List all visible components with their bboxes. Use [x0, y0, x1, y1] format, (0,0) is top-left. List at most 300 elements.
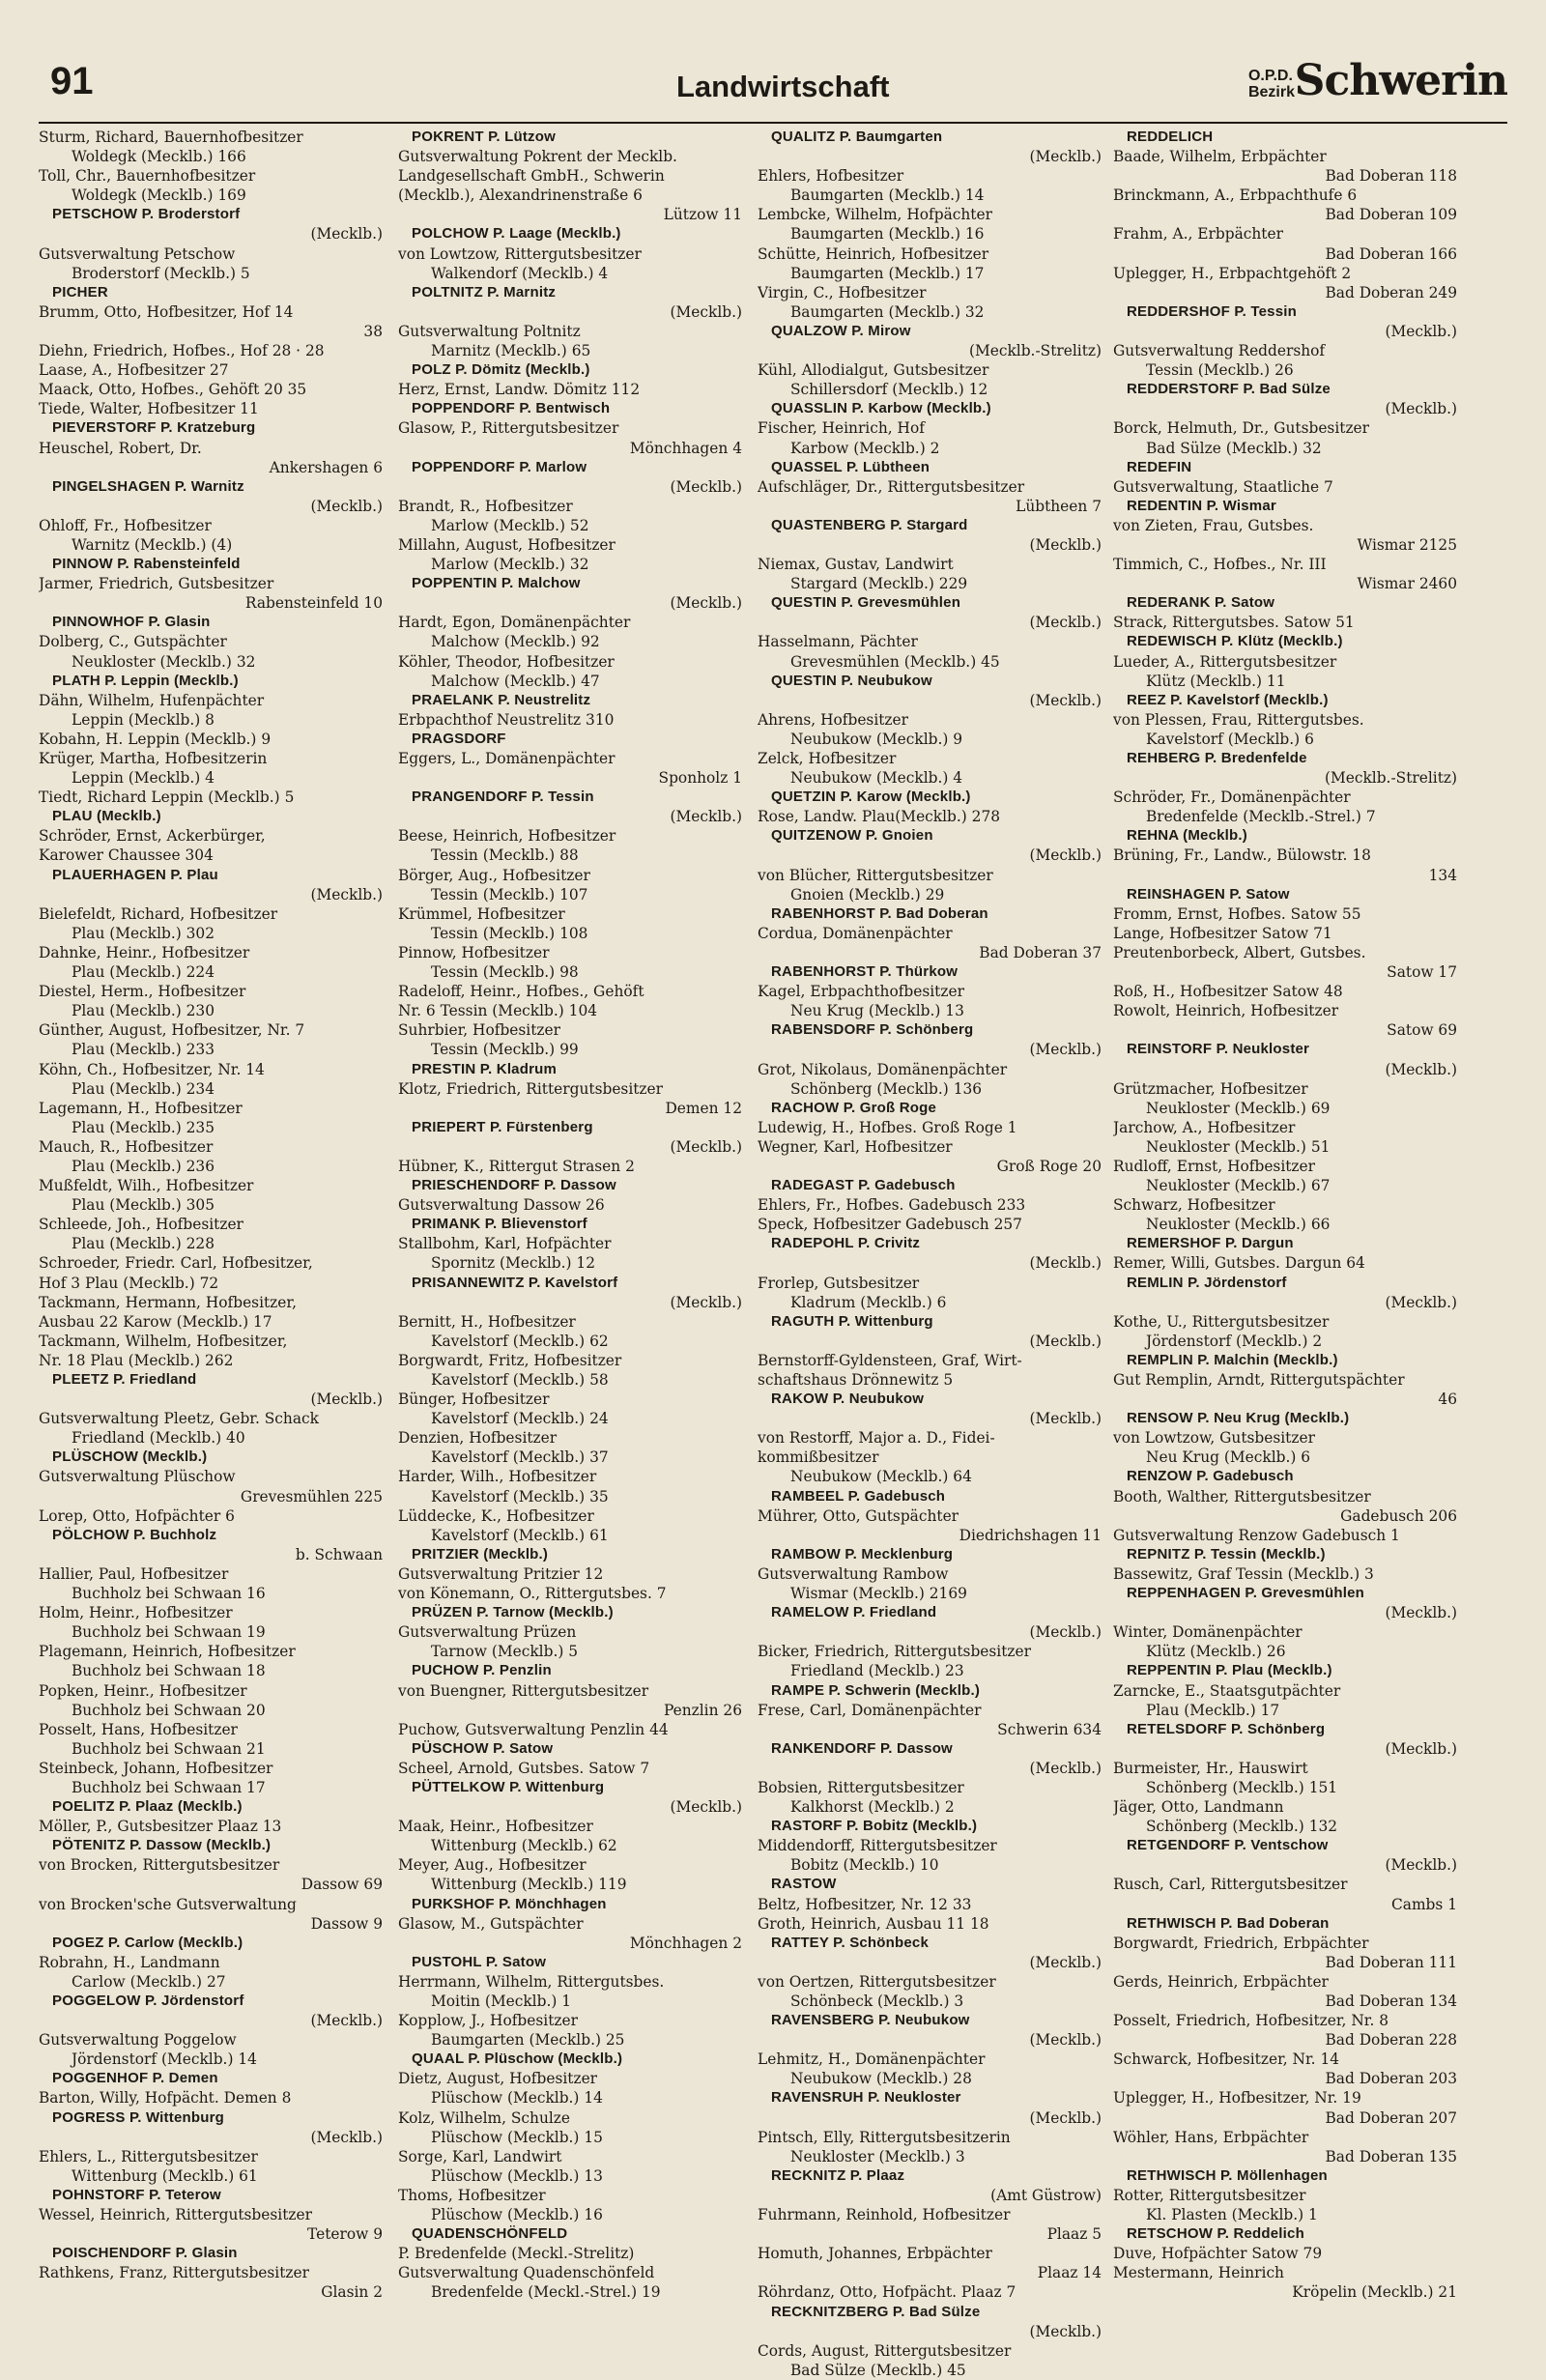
entry-line: Pintsch, Elly, Rittergutsbesitzerin: [758, 2128, 1011, 2146]
entry-line: Gutsverwaltung Renzow Gadebusch 1: [1113, 1526, 1400, 1544]
place-heading: PLAU (Mecklb.): [52, 808, 161, 825]
entry-line: b. Schwaan: [295, 1545, 383, 1563]
entry-line: Plau (Mecklb.) 234: [72, 1079, 215, 1098]
place-heading: QUALITZ P. Baumgarten: [771, 129, 943, 145]
place-heading: PRISANNEWITZ P. Kavelstorf: [412, 1274, 618, 1291]
entry-line: Grevesmühlen (Mecklb.) 45: [790, 652, 1000, 671]
entry-line: Kavelstorf (Mecklb.) 6: [1146, 730, 1314, 748]
place-heading: POLCHOW P. Laage (Mecklb.): [412, 225, 621, 243]
place-heading: PRIESCHENDORF P. Dassow: [412, 1177, 616, 1194]
entry-line: Millahn, August, Hofbesitzer: [398, 535, 616, 554]
entry-line: Grevesmühlen 225: [240, 1487, 383, 1505]
entry-line: Puchow, Gutsverwaltung Penzlin 44: [398, 1720, 669, 1738]
entry-line: Gadebusch 206: [1340, 1506, 1457, 1525]
entry-line: Maack, Otto, Hofbes., Gehöft 20 35: [39, 381, 307, 399]
entry-line: Barton, Willy, Hofpächt. Demen 8: [39, 2089, 292, 2108]
entry-line: Brandt, R., Hofbesitzer: [398, 497, 573, 515]
entry-line: (Mecklb.): [1029, 1041, 1102, 1059]
entry-line: Kavelstorf (Mecklb.) 24: [431, 1410, 609, 1428]
entry-line: Schwarz, Hofbesitzer: [1113, 1196, 1275, 1215]
section-title: Landwirtschaft: [676, 70, 890, 103]
place-heading: PINGELSHAGEN P. Warnitz: [52, 477, 244, 495]
place-heading: PRITZIER (Mecklb.): [412, 1545, 549, 1563]
entry-line: Strack, Rittergutsbes. Satow 51: [1113, 614, 1355, 632]
entry-line: Plaaz 5: [1046, 2225, 1102, 2244]
place-heading: PLÜSCHOW (Mecklb.): [52, 1448, 208, 1466]
entry-line: Klütz (Mecklb.) 26: [1146, 1643, 1286, 1661]
entry-line: Nr. 6 Tessin (Mecklb.) 104: [398, 1002, 598, 1020]
page-header: [39, 56, 1507, 116]
entry-line: Rose, Landw. Plau(Mecklb.) 278: [758, 808, 1001, 826]
entry-line: Bad Doberan 207: [1325, 2108, 1457, 2127]
entry-line: Tessin (Mecklb.) 99: [431, 1041, 579, 1059]
entry-line: Schleede, Joh., Hofbesitzer: [39, 1216, 243, 1234]
entry-line: Rowolt, Heinrich, Hofbesitzer: [1113, 1002, 1339, 1020]
entry-line: Bad Doberan 109: [1325, 206, 1457, 224]
place-heading: RATTEY P. Schönbeck: [771, 1934, 930, 1951]
entry-line: Plau (Mecklb.) 302: [72, 924, 215, 942]
entry-line: Schütte, Heinrich, Hofbesitzer: [758, 244, 989, 263]
entry-line: Bernitt, H., Hofbesitzer: [398, 1312, 576, 1331]
entry-line: Tarnow (Mecklb.) 5: [431, 1643, 579, 1661]
entry-line: Plau (Mecklb.) 228: [72, 1235, 215, 1253]
entry-line: (Mecklb.): [1029, 691, 1102, 709]
entry-line: Plau (Mecklb.) 305: [72, 1196, 215, 1215]
place-heading: RETGENDORF P. Ventschow: [1127, 1837, 1329, 1854]
entry-line: Grützmacher, Hofbesitzer: [1113, 1079, 1308, 1098]
entry-line: Glasow, P., Rittergutsbesitzer: [398, 419, 619, 438]
place-heading: POKRENT P. Lützow: [412, 129, 556, 145]
entry-line: Maak, Heinr., Hofbesitzer: [398, 1818, 593, 1836]
entry-line: Malchow (Mecklb.) 92: [431, 633, 600, 651]
place-heading: RAKOW P. Neubukow: [771, 1391, 925, 1408]
entry-line: schaftshaus Drönnewitz 5: [758, 1371, 954, 1389]
entry-line: Robrahn, H., Landmann: [39, 1953, 220, 1971]
entry-line: Sorge, Karl, Landwirt: [398, 2147, 562, 2165]
entry-line: Kühl, Allodialgut, Gutsbesitzer: [758, 361, 989, 380]
entry-line: Ludewig, H., Hofbes. Groß Roge 1: [758, 1118, 1017, 1136]
entry-line: Wismar 2125: [1357, 535, 1457, 554]
entry-line: Woldegk (Mecklb.) 166: [72, 148, 246, 166]
entry-line: Lorep, Otto, Hofpächter 6: [39, 1506, 235, 1525]
entry-line: Neukloster (Mecklb.) 32: [72, 652, 256, 671]
entry-line: Posselt, Friedrich, Hofbesitzer, Nr. 8: [1113, 2012, 1389, 2030]
entry-line: von Brocken'sche Gutsverwaltung: [39, 1895, 297, 1913]
entry-line: Stallbohm, Karl, Hofpächter: [398, 1235, 612, 1253]
entry-line: Frahm, A., Erbpächter: [1113, 225, 1283, 244]
place-heading: PRIEPERT P. Fürstenberg: [412, 1118, 593, 1135]
entry-line: P. Bredenfelde (Meckl.-Strelitz): [398, 2245, 635, 2263]
entry-line: Plau (Mecklb.) 230: [72, 1002, 215, 1020]
entry-line: Plau (Mecklb.) 17: [1146, 1701, 1280, 1719]
entry-line: Satow 69: [1387, 1021, 1457, 1040]
entry-line: (Mecklb.): [670, 1137, 742, 1156]
place-heading: POLZ P. Dömitz (Mecklb.): [412, 361, 590, 379]
entry-line: Baumgarten (Mecklb.) 32: [790, 302, 985, 321]
entry-line: Schwerin 634: [997, 1720, 1102, 1738]
place-heading: PÖTENITZ P. Dassow (Mecklb.): [52, 1837, 272, 1854]
entry-line: Heuschel, Robert, Dr.: [39, 439, 202, 457]
entry-line: Bredenfelde (Meckl.-Strel.) 19: [431, 2283, 661, 2302]
place-heading: POGRESS P. Wittenburg: [52, 2108, 224, 2126]
entry-line: Bad Doberan 134: [1325, 1993, 1457, 2010]
entry-line: Beese, Heinrich, Hofbesitzer: [398, 827, 616, 846]
entry-line: Gutsverwaltung Pleetz, Gebr. Schack: [39, 1410, 319, 1428]
entry-line: Plau (Mecklb.) 236: [72, 1157, 215, 1175]
entry-line: Bobsien, Rittergutsbesitzer: [758, 1778, 964, 1796]
entry-line: Schwarck, Hofbesitzer, Nr. 14: [1113, 2050, 1340, 2069]
entry-line: Woldegk (Mecklb.) 169: [72, 186, 246, 205]
entry-line: Karower Chaussee 304: [39, 846, 214, 865]
district-label-line2: Bezirk: [1247, 84, 1295, 100]
entry-line: Wittenburg (Mecklb.) 119: [431, 1876, 627, 1894]
entry-line: Denzien, Hofbesitzer: [398, 1429, 558, 1448]
entry-line: Nr. 18 Plau (Mecklb.) 262: [39, 1351, 234, 1369]
place-heading: RADEGAST P. Gadebusch: [771, 1177, 956, 1194]
place-heading: QUAAL P. Plüschow (Mecklb.): [412, 2050, 623, 2068]
entry-line: Groß Roge 20: [996, 1157, 1102, 1175]
region-title: Schwerin: [1294, 56, 1507, 105]
entry-line: Duve, Hofpächter Satow 79: [1113, 2245, 1323, 2263]
place-heading: PINNOW P. Rabensteinfeld: [52, 556, 241, 573]
entry-line: Kavelstorf (Mecklb.) 35: [431, 1487, 609, 1505]
entry-line: (Mecklb.): [1385, 1856, 1457, 1875]
place-heading: REPPENHAGEN P. Grevesmühlen: [1127, 1585, 1365, 1602]
entry-line: Stargard (Mecklb.) 229: [790, 575, 968, 593]
entry-line: Möller, P., Gutsbesitzer Plaaz 13: [39, 1818, 282, 1836]
entry-line: Penzlin 26: [663, 1701, 742, 1719]
entry-line: Brüning, Fr., Landw., Bülowstr. 18: [1113, 846, 1371, 865]
entry-line: 134: [1428, 866, 1457, 884]
entry-line: Kavelstorf (Mecklb.) 61: [431, 1526, 609, 1544]
place-heading: PLATH P. Leppin (Mecklb.): [52, 672, 239, 689]
entry-line: Landgesellschaft GmbH., Schwerin: [398, 167, 665, 186]
entry-line: Friedland (Mecklb.) 40: [72, 1429, 245, 1448]
entry-line: Leppin (Mecklb.) 8: [72, 710, 215, 729]
entry-line: von Plessen, Frau, Rittergutsbes.: [1113, 710, 1364, 729]
entry-line: Dassow 69: [301, 1876, 383, 1894]
entry-line: Steinbeck, Johann, Hofbesitzer: [39, 1759, 273, 1777]
entry-line: Neubukow (Mecklb.) 4: [790, 769, 963, 788]
place-heading: PLEETZ P. Friedland: [52, 1371, 197, 1388]
entry-line: Ankershagen 6: [269, 458, 383, 476]
entry-line: Borgwardt, Fritz, Hofbesitzer: [398, 1351, 622, 1369]
place-heading: REMERSHOF P. Dargun: [1127, 1235, 1294, 1252]
entry-line: Dassow 9: [310, 1914, 383, 1933]
entry-line: (Mecklb.): [1029, 1254, 1102, 1273]
entry-line: Wismar (Mecklb.) 2169: [790, 1585, 967, 1603]
place-heading: QUITZENOW P. Gnoien: [771, 827, 933, 845]
place-heading: REDEFIN: [1127, 458, 1192, 475]
entry-line: Popken, Heinr., Hofbesitzer: [39, 1681, 247, 1700]
entry-line: Buchholz bei Schwaan 21: [72, 1739, 266, 1758]
entry-line: Dähn, Wilhelm, Hufenpächter: [39, 691, 265, 709]
entry-line: Winter, Domänenpächter: [1113, 1623, 1303, 1642]
place-heading: REDEWISCH P. Klütz (Mecklb.): [1127, 633, 1343, 650]
entry-line: Plüschow (Mecklb.) 15: [431, 2128, 603, 2146]
place-heading: RANKENDORF P. Dassow: [771, 1739, 953, 1757]
entry-line: Gutsverwaltung Poltnitz: [398, 322, 581, 340]
entry-line: (Mecklb.): [1029, 2322, 1102, 2340]
entry-line: Ohloff, Fr., Hofbesitzer: [39, 516, 212, 534]
entry-line: Glasow, M., Gutspächter: [398, 1914, 584, 1933]
entry-line: Kothe, U., Rittergutsbesitzer: [1113, 1312, 1330, 1331]
entry-line: Kavelstorf (Mecklb.) 37: [431, 1448, 609, 1467]
place-heading: REEZ P. Kavelstorf (Mecklb.): [1127, 691, 1329, 708]
entry-line: Bünger, Hofbesitzer: [398, 1391, 550, 1409]
place-heading: QUADENSCHÖNFELD: [412, 2225, 568, 2243]
entry-line: Uplegger, H., Hofbesitzer, Nr. 19: [1113, 2089, 1361, 2108]
place-heading: RAMBOW P. Mecklenburg: [771, 1545, 954, 1563]
entry-line: Demen 12: [665, 1099, 742, 1117]
entry-line: (Mecklb.): [1029, 846, 1102, 865]
entry-line: Kolz, Wilhelm, Schulze: [398, 2108, 571, 2127]
place-heading: RAGUTH P. Wittenburg: [771, 1312, 933, 1330]
entry-line: Bad Doberan 37: [979, 943, 1102, 961]
entry-line: Gnoien (Mecklb.) 29: [790, 885, 945, 903]
place-heading: REDDERSTORF P. Bad Sülze: [1127, 381, 1331, 398]
entry-line: Kladrum (Mecklb.) 6: [790, 1293, 947, 1311]
entry-line: (Mecklb.): [1029, 2108, 1102, 2127]
entry-line: Schönbeck (Mecklb.) 3: [790, 1993, 964, 2010]
entry-line: Hasselmann, Pächter: [758, 633, 918, 651]
entry-line: Wegner, Karl, Hofbesitzer: [758, 1137, 953, 1156]
entry-line: Ahrens, Hofbesitzer: [758, 710, 909, 729]
entry-line: Homuth, Johannes, Erbpächter: [758, 2245, 992, 2263]
entry-line: Plau (Mecklb.) 235: [72, 1118, 215, 1136]
entry-line: Kröpelin (Mecklb.) 21: [1292, 2283, 1457, 2302]
entry-line: Kagel, Erbpachthofbesitzer: [758, 983, 964, 1001]
entry-line: Teterow 9: [307, 2225, 383, 2244]
entry-line: Kobahn, H. Leppin (Mecklb.) 9: [39, 730, 272, 748]
entry-line: Bad Doberan 135: [1325, 2147, 1457, 2165]
entry-line: 38: [363, 322, 383, 340]
place-heading: POGGENHOF P. Demen: [52, 2070, 218, 2087]
header-rule: [39, 122, 1507, 124]
entry-line: (Mecklb.): [670, 477, 742, 496]
entry-line: (Mecklb.): [670, 1293, 742, 1311]
entry-line: (Mecklb.): [310, 2012, 383, 2030]
entry-line: (Mecklb.): [670, 302, 742, 321]
entry-line: Remer, Willi, Gutsbes. Dargun 64: [1113, 1254, 1365, 1273]
entry-line: Zelck, Hofbesitzer: [758, 750, 897, 767]
entry-line: Rusch, Carl, Rittergutsbesitzer: [1113, 1876, 1348, 1894]
entry-line: Gerds, Heinrich, Erbpächter: [1113, 1972, 1329, 1991]
place-heading: REINSTORF P. Neukloster: [1127, 1041, 1310, 1058]
place-heading: QUASTENBERG P. Stargard: [771, 516, 968, 533]
column-3: [758, 128, 1105, 2380]
place-heading: REPPENTIN P. Plau (Mecklb.): [1127, 1662, 1332, 1679]
entry-line: Klütz (Mecklb.) 11: [1146, 672, 1286, 690]
place-heading: PETSCHOW P. Broderstorf: [52, 206, 241, 223]
entry-line: (Mecklb.): [1029, 2031, 1102, 2050]
place-heading: PRANGENDORF P. Tessin: [412, 789, 594, 806]
entry-line: Schröder, Ernst, Ackerbürger,: [39, 827, 266, 846]
entry-line: Tessin (Mecklb.) 108: [431, 924, 588, 942]
entry-line: Dahnke, Heinr., Hofbesitzer: [39, 943, 250, 961]
entry-line: Wismar 2460: [1357, 575, 1457, 593]
entry-line: Lübtheen 7: [1016, 497, 1102, 515]
place-heading: QUESTIN P. Neubukow: [771, 672, 932, 689]
entry-line: Tessin (Mecklb.) 88: [431, 846, 579, 865]
entry-line: Herz, Ernst, Landw. Dömitz 112: [398, 381, 641, 399]
entry-line: Suhrbier, Hofbesitzer: [398, 1021, 560, 1040]
entry-line: Bielefeldt, Richard, Hofbesitzer: [39, 904, 278, 923]
entry-line: Groth, Heinrich, Ausbau 11 18: [758, 1914, 989, 1933]
entry-line: Posselt, Hans, Hofbesitzer: [39, 1720, 238, 1738]
entry-line: Sponholz 1: [658, 769, 742, 788]
page-number: 91: [50, 60, 94, 102]
entry-line: Bad Doberan 118: [1325, 167, 1457, 186]
entry-line: Tessin (Mecklb.) 107: [431, 885, 588, 903]
district-label-line1: O.P.D.: [1247, 68, 1293, 84]
entry-line: Plüschow (Mecklb.) 16: [431, 2206, 603, 2224]
place-heading: PUSTOHL P. Satow: [412, 1953, 547, 1970]
place-heading: POPPENTIN P. Malchow: [412, 575, 581, 592]
place-heading: PUCHOW P. Penzlin: [412, 1662, 552, 1679]
entry-line: Lagemann, H., Hofbesitzer: [39, 1099, 243, 1117]
place-heading: REDDERSHOF P. Tessin: [1127, 302, 1297, 320]
entry-line: (Mecklb.): [1029, 1623, 1102, 1642]
entry-line: Fuhrmann, Reinhold, Hofbesitzer: [758, 2206, 1011, 2224]
entry-line: Middendorff, Rittergutsbesitzer: [758, 1837, 997, 1855]
entry-line: Gutsverwaltung Prüzen: [398, 1623, 577, 1642]
entry-line: Scheel, Arnold, Gutsbes. Satow 7: [398, 1759, 650, 1777]
entry-line: von Lowtzow, Rittergutsbesitzer: [398, 244, 642, 263]
entry-line: Frese, Carl, Domänenpächter: [758, 1701, 982, 1719]
place-heading: POPPENDORF P. Bentwisch: [412, 400, 611, 417]
place-heading: PIEVERSTORF P. Kratzeburg: [52, 419, 256, 437]
entry-line: Bad Sülze (Mecklb.) 32: [1146, 439, 1322, 457]
column-1: [39, 128, 386, 2303]
entry-line: Bicker, Friedrich, Rittergutsbesitzer: [758, 1643, 1031, 1661]
entry-line: Baumgarten (Mecklb.) 16: [790, 225, 985, 244]
entry-line: Jarmer, Friedrich, Gutsbesitzer: [39, 575, 274, 593]
place-heading: PLAUERHAGEN P. Plau: [52, 866, 218, 883]
place-heading: RETELSDORF P. Schönberg: [1127, 1720, 1326, 1737]
entry-line: Neubukow (Mecklb.) 64: [790, 1468, 972, 1486]
entry-line: (Mecklb.): [1385, 1293, 1457, 1311]
entry-line: Roß, H., Hofbesitzer Satow 48: [1113, 983, 1343, 1001]
place-heading: QUASSLIN P. Karbow (Mecklb.): [771, 400, 991, 417]
entry-line: Rabensteinfeld 10: [244, 594, 383, 613]
place-heading: QUASSEL P. Lübtheen: [771, 458, 930, 475]
entry-line: Köhn, Ch., Hofbesitzer, Nr. 14: [39, 1060, 265, 1078]
entry-line: Meyer, Aug., Hofbesitzer: [398, 1856, 587, 1875]
entry-line: (Mecklb.): [1385, 322, 1457, 340]
entry-line: Timmich, C., Hofbes., Nr. III: [1113, 556, 1327, 574]
entry-line: Buchholz bei Schwaan 17: [72, 1778, 266, 1796]
entry-line: Krüger, Martha, Hofbesitzerin: [39, 750, 268, 767]
entry-line: Gutsverwaltung Rambow: [758, 1564, 949, 1583]
place-heading: PÖLCHOW P. Buchholz: [52, 1526, 217, 1543]
place-heading: PINNOWHOF P. Glasin: [52, 614, 211, 631]
place-heading: PÜSCHOW P. Satow: [412, 1739, 554, 1757]
entry-line: Krümmel, Hofbesitzer: [398, 904, 565, 923]
entry-line: Gutsverwaltung Pritzier 12: [398, 1564, 604, 1583]
entry-line: Walkendorf (Mecklb.) 4: [431, 264, 609, 282]
entry-line: (Mecklb.): [1385, 1060, 1457, 1078]
place-heading: RADEPOHL P. Crivitz: [771, 1235, 921, 1252]
entry-line: Mönchhagen 4: [629, 439, 742, 457]
entry-line: Diestel, Herm., Hofbesitzer: [39, 983, 246, 1001]
entry-line: Hardt, Egon, Domänenpächter: [398, 614, 631, 632]
place-heading: RENSOW P. Neu Krug (Mecklb.): [1127, 1410, 1350, 1427]
entry-line: Virgin, C., Hofbesitzer: [758, 283, 927, 301]
place-heading: PRESTIN P. Kladrum: [412, 1060, 558, 1077]
entry-line: Bad Doberan 203: [1325, 2070, 1457, 2088]
place-heading: REDENTIN P. Wismar: [1127, 497, 1276, 514]
entry-line: Klotz, Friedrich, Rittergutsbesitzer: [398, 1079, 664, 1098]
entry-line: Tessin (Mecklb.) 26: [1146, 361, 1294, 380]
entry-line: (Mecklb.): [1029, 1332, 1102, 1350]
entry-line: Burmeister, Hr., Hauswirt: [1113, 1759, 1308, 1777]
entry-line: Hof 3 Plau (Mecklb.) 72: [39, 1274, 219, 1292]
entry-line: Toll, Chr., Bauernhofbesitzer: [39, 167, 256, 186]
entry-line: Kavelstorf (Mecklb.) 58: [431, 1371, 609, 1389]
place-heading: RAVENSBERG P. Neubukow: [771, 2012, 970, 2029]
entry-line: Schönberg (Mecklb.) 136: [790, 1079, 983, 1098]
place-heading: REMPLIN P. Malchin (Mecklb.): [1127, 1351, 1338, 1368]
entry-line: von Brocken, Rittergutsbesitzer: [39, 1856, 280, 1875]
entry-line: von Lowtzow, Gutsbesitzer: [1113, 1429, 1315, 1448]
entry-line: Börger, Aug., Hofbesitzer: [398, 866, 590, 884]
entry-line: Schroeder, Friedr. Carl, Hofbesitzer,: [39, 1254, 313, 1273]
entry-line: Sturm, Richard, Bauernhofbesitzer: [39, 129, 303, 146]
entry-line: Plüschow (Mecklb.) 14: [431, 2089, 603, 2108]
place-heading: PÜTTELKOW P. Wittenburg: [412, 1778, 605, 1795]
entry-line: Neukloster (Mecklb.) 51: [1146, 1137, 1331, 1156]
entry-line: Ehlers, L., Rittergutsbesitzer: [39, 2147, 258, 2165]
entry-line: von Buengner, Rittergutsbesitzer: [398, 1681, 649, 1700]
place-heading: REPNITZ P. Tessin (Mecklb.): [1127, 1545, 1326, 1563]
place-heading: PRÜZEN P. Tarnow (Mecklb.): [412, 1604, 614, 1621]
entry-line: Neubukow (Mecklb.) 28: [790, 2070, 972, 2088]
entry-line: Broderstorf (Mecklb.) 5: [72, 264, 250, 282]
entry-line: Günther, August, Hofbesitzer, Nr. 7: [39, 1021, 305, 1040]
entry-line: Kopplow, J., Hofbesitzer: [398, 2012, 578, 2030]
place-heading: POPPENDORF P. Marlow: [412, 458, 587, 475]
entry-line: Uplegger, H., Erbpachtgehöft 2: [1113, 264, 1352, 282]
place-heading: QUALZOW P. Mirow: [771, 322, 911, 339]
entry-line: Gut Remplin, Arndt, Rittergutspächter: [1113, 1371, 1405, 1389]
entry-line: Buchholz bei Schwaan 19: [72, 1623, 266, 1642]
entry-line: Lembcke, Wilhelm, Hofpächter: [758, 206, 992, 224]
place-heading: RACHOW P. Groß Roge: [771, 1099, 937, 1116]
place-heading: QUESTIN P. Grevesmühlen: [771, 594, 961, 612]
entry-line: Bredenfelde (Mecklb.-Strel.) 7: [1146, 808, 1376, 826]
entry-line: Lützow 11: [663, 206, 742, 224]
entry-line: Gutsverwaltung, Staatliche 7: [1113, 477, 1333, 496]
entry-line: (Mecklb.): [1029, 1953, 1102, 1971]
entry-line: Plaaz 14: [1037, 2264, 1102, 2282]
entry-line: (Mecklb.): [1385, 1739, 1457, 1758]
entry-line: Wessel, Heinrich, Rittergutsbesitzer: [39, 2206, 312, 2224]
entry-line: Bad Doberan 249: [1325, 283, 1457, 301]
entry-line: von Zieten, Frau, Gutsbes.: [1113, 516, 1314, 534]
entry-line: Mührer, Otto, Gutspächter: [758, 1506, 959, 1525]
entry-line: Buchholz bei Schwaan 20: [72, 1701, 266, 1719]
entry-line: Brinckmann, A., Erbpachthufe 6: [1113, 186, 1358, 205]
entry-line: (Mecklb.): [310, 225, 383, 244]
entry-line: Kalkhorst (Mecklb.) 2: [790, 1798, 955, 1817]
place-heading: PRAELANK P. Neustrelitz: [412, 691, 591, 708]
entry-line: Diehn, Friedrich, Hofbes., Hof 28 · 28: [39, 342, 325, 360]
entry-line: Niemax, Gustav, Landwirt: [758, 556, 954, 574]
place-heading: PRIMANK P. Blievenstorf: [412, 1216, 587, 1233]
place-heading: RASTORF P. Bobitz (Mecklb.): [771, 1818, 978, 1835]
entry-line: (Mecklb.): [1029, 1759, 1102, 1777]
